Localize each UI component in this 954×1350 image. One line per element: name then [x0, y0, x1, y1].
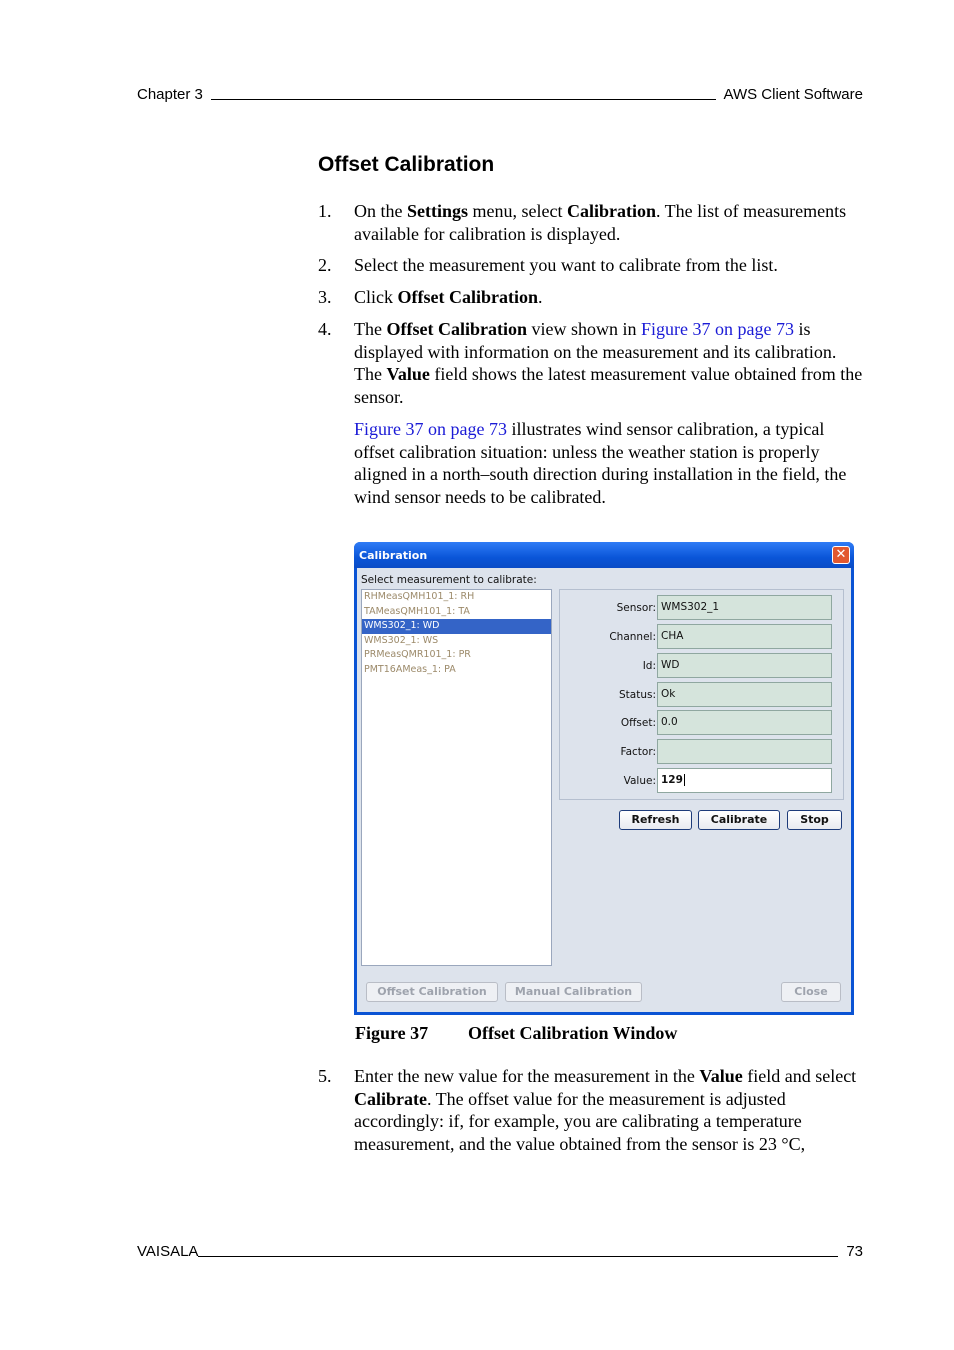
dialog-title: Calibration: [359, 549, 428, 562]
list-item[interactable]: PRMeasQMR101_1: PR: [364, 649, 471, 660]
offset-row: [560, 710, 845, 736]
step-1: [318, 200, 863, 245]
list-item-selected[interactable]: WMS302_1: WD: [362, 619, 551, 634]
bold-term: Value: [699, 1066, 743, 1086]
section-title: Offset Calibration: [318, 153, 495, 176]
factor-label: Factor:: [620, 746, 656, 758]
calibrate-button[interactable]: Calibrate: [698, 810, 780, 830]
sensor-field: WMS302_1: [657, 595, 832, 620]
list-item[interactable]: TAMeasQMH101_1: TA: [364, 605, 470, 617]
figure-link[interactable]: Figure 37 on page 73: [354, 419, 507, 439]
text: field shows the latest measurement value obtained from the sensor.: [354, 364, 863, 407]
text: The: [354, 319, 387, 339]
figure-title: Offset Calibration Window: [468, 1023, 678, 1043]
offset-label: Offset:: [620, 717, 656, 729]
factor-row: [560, 739, 845, 765]
header-rule: [211, 98, 716, 100]
text: . The list of measurements available for calibration is displayed.: [354, 201, 847, 244]
factor-field: [657, 739, 832, 764]
text: On the: [354, 201, 407, 221]
measurement-list[interactable]: [361, 589, 552, 966]
text: is displayed with information on the measurement and its calibration. The: [354, 319, 837, 385]
page-number: 73: [846, 1243, 863, 1260]
page-footer: [137, 1243, 863, 1260]
id-field: WD: [657, 653, 832, 678]
sensor-row: [560, 595, 845, 621]
status-field: Ok: [657, 682, 832, 707]
figure-caption: [355, 1023, 677, 1044]
bold-term: Value: [386, 364, 430, 385]
text: Click: [354, 287, 398, 307]
id-row: [560, 653, 845, 679]
header-title: AWS Client Software: [723, 86, 863, 103]
offset-calibration-button[interactable]: Offset Calibration: [366, 982, 498, 1002]
bold-term: Calibrate: [354, 1088, 427, 1109]
text-caret: [684, 774, 685, 786]
step-number: 3.: [318, 287, 332, 307]
value-label: Value:: [623, 775, 656, 787]
text: illustrates wind sensor calibration, a typical offset calibration situation: unless the weather station is properly aligned in a north–south direction during installation in the field, the wind sensor needs to be calibrated.: [354, 419, 847, 507]
channel-field: CHA: [657, 624, 832, 649]
dialog-titlebar[interactable]: [354, 542, 854, 568]
step-4: [318, 318, 863, 408]
step-4-continuation: [318, 418, 863, 508]
text: view shown in: [526, 319, 641, 339]
bold-term: Offset Calibration: [386, 319, 527, 339]
id-label: Id:: [642, 660, 656, 672]
list-item[interactable]: RHMeasQMH101_1: RH: [364, 591, 475, 602]
figure-number: Figure 37: [355, 1023, 429, 1043]
step-number: 5.: [318, 1066, 332, 1086]
step-2: [318, 254, 863, 277]
refresh-button[interactable]: Refresh: [619, 810, 692, 830]
chapter-label: Chapter 3: [137, 86, 203, 103]
value-text: 129: [661, 774, 683, 786]
page-header: [137, 86, 863, 103]
close-button[interactable]: Close: [781, 982, 841, 1002]
step-number: 2.: [318, 255, 332, 275]
list-item[interactable]: WMS302_1: WS: [364, 634, 439, 646]
sensor-label: Sensor:: [616, 602, 656, 614]
list-item[interactable]: PMT16AMeas_1: PA: [364, 663, 456, 675]
footer-rule: [198, 1255, 838, 1257]
offset-field: 0.0: [657, 710, 832, 735]
stop-button[interactable]: Stop: [787, 810, 842, 830]
bold-term: Offset Calibration: [397, 287, 538, 307]
channel-label: Channel:: [609, 631, 656, 643]
step-number: 4.: [318, 319, 332, 339]
fields-panel: [559, 589, 844, 800]
text: Select the measurement you want to calibrate from the list.: [354, 255, 778, 275]
step-3: [318, 286, 863, 309]
status-label: Status:: [619, 689, 656, 701]
footer-brand: VAISALA: [137, 1243, 199, 1260]
channel-row: [560, 624, 845, 650]
bold-term: Calibration: [566, 201, 656, 221]
dialog-body: [357, 568, 851, 1012]
value-row: [560, 768, 845, 794]
figure-link[interactable]: Figure 37 on page 73: [640, 319, 794, 339]
manual-calibration-button[interactable]: Manual Calibration: [505, 982, 642, 1002]
calibration-dialog: [354, 542, 854, 1015]
step-number: 1.: [318, 201, 332, 221]
text: . The offset value for the measurement is adjusted accordingly: if, for example, you are calibrating a temperature measurement, and the value obtained from the sensor is 23 °C,: [354, 1088, 806, 1154]
status-row: [560, 682, 845, 708]
text: Enter the new value for the measurement in the: [354, 1066, 700, 1086]
close-icon[interactable]: ✕: [832, 546, 850, 564]
bold-term: Settings: [407, 201, 469, 221]
text: menu, select: [468, 201, 567, 221]
value-input[interactable]: [657, 768, 832, 793]
text: field and select: [742, 1066, 857, 1086]
text: .: [537, 287, 543, 307]
select-label: Select measurement to calibrate:: [361, 574, 537, 586]
step-5: [318, 1065, 863, 1155]
